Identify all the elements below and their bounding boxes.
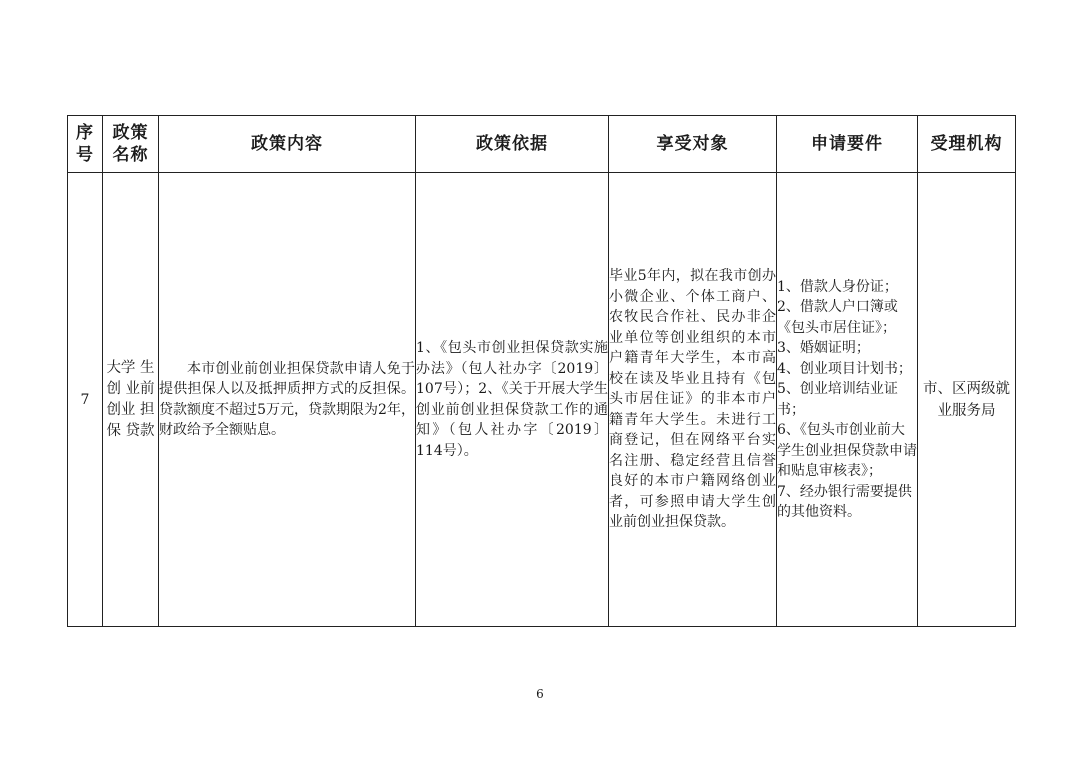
header-eligible-target: 享受对象: [609, 116, 777, 173]
page-number: 6: [536, 687, 544, 701]
policy-table: [67, 115, 1016, 627]
policy-name-line: 大学: [106, 359, 136, 376]
header-no-line-1: 序: [76, 123, 94, 143]
policy-name-line: 生创: [106, 359, 155, 397]
header-policy-name-line-1: 政策: [112, 123, 149, 143]
policy-content-text: 本市创业前创业担保贷款申请人免于提供担保人以及抵押质押方式的反担保。贷款额度不超过5万元，贷款期限为2年，财政给予全额贴息。: [159, 360, 415, 438]
row-number: 7: [68, 173, 103, 627]
policy-name-line: 贷款: [125, 422, 155, 439]
requirement-item: 2、借款人户口簿或《包头市居住证》；: [777, 299, 898, 336]
policy-name-line: 担保: [106, 401, 155, 439]
row-policy-name: [103, 173, 159, 627]
row-accepting-agency: 市、区两级就业服务局: [918, 173, 1016, 627]
requirement-item: 6、《包头市创业前大学生创业担保贷款申请和贴息审核表》；: [777, 422, 917, 479]
requirement-item: 5、创业培训结业证书；: [777, 381, 898, 418]
header-policy-basis: 政策依据: [416, 116, 609, 173]
header-no: [68, 116, 103, 173]
header-policy-content: 政策内容: [159, 116, 416, 173]
table-row: [68, 173, 1016, 627]
row-application-requirements: [777, 173, 918, 627]
requirement-item: 1、借款人身份证；: [777, 278, 898, 295]
policy-name-line: 业前: [125, 380, 155, 397]
header-no-line-2: 号: [76, 145, 94, 165]
requirement-item: 7、经办银行需要提供的其他资料。: [777, 483, 912, 520]
header-application-requirements: 申请要件: [777, 116, 918, 173]
row-eligible-target: 毕业5年内，拟在我市创办小微企业、个体工商户、农牧民合作社、民办非企业单位等创业组织的本市户籍青年大学生，本市高校在读及毕业且持有《包头市居住证》的非本市户籍青年大学生。未进行工商登记，但在网络平台实名注册、稳定经营且信誉良好的本市户籍网络创业者，可参照申请大学生创业前创业担保贷款。: [609, 173, 777, 627]
header-accepting-agency: 受理机构: [918, 116, 1016, 173]
header-policy-name: [103, 116, 159, 173]
row-policy-content: [159, 173, 416, 627]
policy-name-line: 创业: [106, 401, 136, 418]
requirement-item: 4、创业项目计划书；: [777, 360, 912, 377]
requirement-item: 3、婚姻证明；: [777, 340, 870, 356]
row-policy-basis: 1、《包头市创业担保贷款实施办法》（包人社办字〔2019〕107号）；2、《关于开展大学生创业前创业担保贷款工作的通知》（包人社办字〔2019〕114号）。: [416, 173, 609, 627]
table-header-row: [68, 116, 1016, 173]
header-policy-name-line-2: 名称: [112, 145, 149, 165]
